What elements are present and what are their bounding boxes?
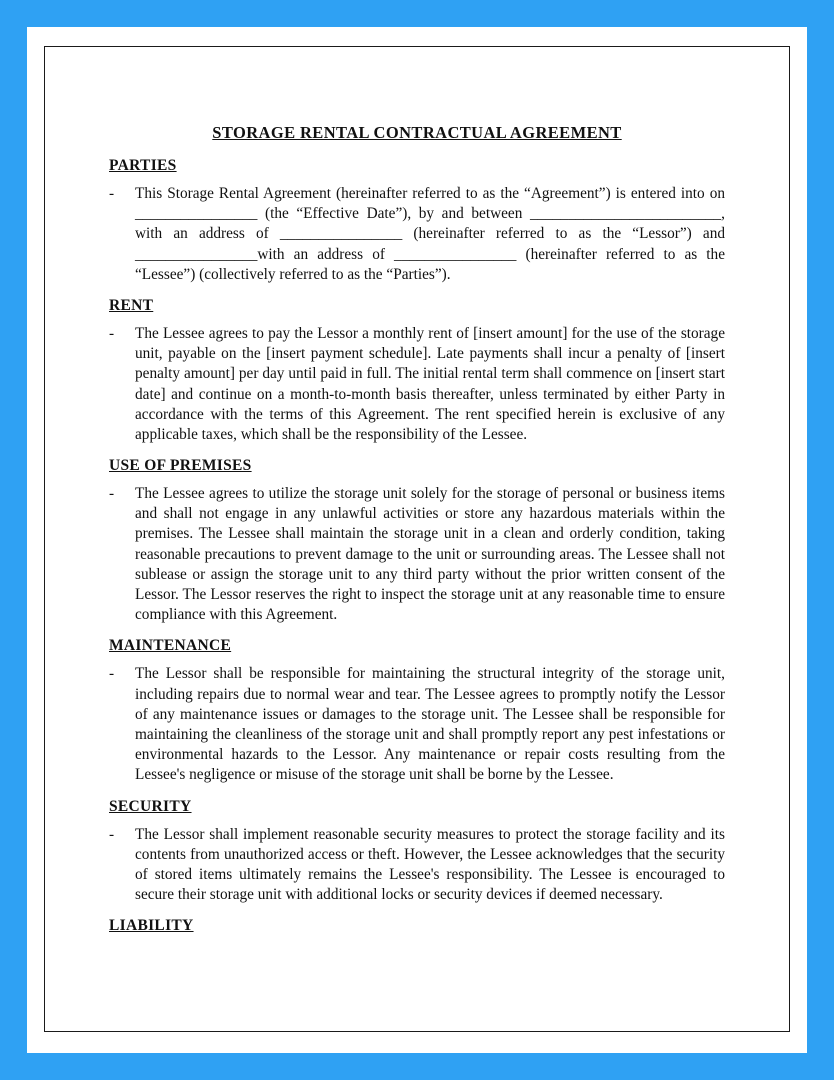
bullet-dash: - bbox=[109, 665, 115, 683]
section-security bbox=[109, 798, 725, 906]
section-liability bbox=[109, 917, 725, 935]
section-use-of-premises bbox=[109, 457, 725, 625]
bullet-dash: - bbox=[109, 324, 115, 342]
section-paragraph bbox=[109, 484, 725, 625]
section-body-rent: The Lessee agrees to pay the Lessor a monthly rent of [insert amount] for the use of the storage unit, payable on the [insert payment schedule]. Late payments shall incur a penalty of [insert penalty amount] per day until paid in full. The initial rental term shall commence on [insert start date] and continue on a month-to-month basis thereafter, unless terminated by either Party in accordance with the terms of this Agreement. The rent specified herein is exclusive of any applicable taxes, which shall be the responsibility of the Lessee. bbox=[135, 324, 725, 443]
section-parties bbox=[109, 157, 725, 285]
section-body-parties: This Storage Rental Agreement (hereinafter referred to as the “Agreement”) is entered into on ________________ (the “Effective Date”), by and between _________________________, with an address of ________________ (hereinafter referred to as the “Lessor”) and ________________with an address of ________________ (hereinafter referred to as the “Lessee”) (collectively referred to as the “Parties”). bbox=[135, 185, 725, 283]
bullet-dash: - bbox=[109, 485, 115, 503]
section-body-security: The Lessor shall implement reasonable security measures to protect the storage facility and its contents from unauthorized access or theft. However, the Lessee acknowledges that the security of stored items ultimately remains the Lessee's responsibility. The Lessee is encouraged to secure their storage unit with additional locks or security devices if deemed necessary. bbox=[135, 825, 725, 904]
bullet-dash: - bbox=[109, 825, 115, 843]
document-title: STORAGE RENTAL CONTRACTUAL AGREEMENT bbox=[212, 123, 622, 142]
section-paragraph bbox=[109, 825, 725, 906]
section-heading-parties: PARTIES bbox=[109, 157, 177, 174]
section-paragraph bbox=[109, 324, 725, 445]
document-page bbox=[44, 46, 790, 1032]
section-body-use-of-premises: The Lessee agrees to utilize the storage unit solely for the storage of personal or business items and shall not engage in any unlawful activities or store any hazardous materials within the premises. The Lessee shall maintain the storage unit in a clean and orderly condition, taking reasonable precautions to prevent damage to the unit or surrounding areas. The Lessee shall not sublease or assign the storage unit to any third party without the prior written consent of the Lessor. The Lessor reserves the right to inspect the storage unit at any reasonable time to ensure compliance with this Agreement. bbox=[135, 485, 725, 624]
section-heading-maintenance: MAINTENANCE bbox=[109, 637, 232, 655]
section-maintenance bbox=[109, 637, 725, 785]
section-heading-liability: LIABILITY bbox=[109, 917, 194, 935]
section-paragraph bbox=[109, 184, 725, 285]
section-heading-security: SECURITY bbox=[109, 797, 192, 815]
section-heading-rent: RENT bbox=[109, 296, 154, 314]
section-heading-use-of-premises: USE OF PREMISES bbox=[109, 457, 252, 475]
section-paragraph bbox=[109, 664, 725, 785]
bullet-dash: - bbox=[109, 185, 115, 202]
section-rent bbox=[109, 297, 725, 445]
page-mat bbox=[27, 27, 807, 1053]
section-body-maintenance: The Lessor shall be responsible for maintaining the structural integrity of the storage unit, including repairs due to normal wear and tear. The Lessee agrees to promptly notify the Lessor of any maintenance issues or damages to the storage unit. The Lessee shall be responsible for maintaining the cleanliness of the storage unit and shall promptly report any pest infestations or environmental hazards to the Lessor. Any maintenance or repair costs resulting from the Lessee's negligence or misuse of the storage unit shall be borne by the Lessee. bbox=[135, 665, 725, 784]
